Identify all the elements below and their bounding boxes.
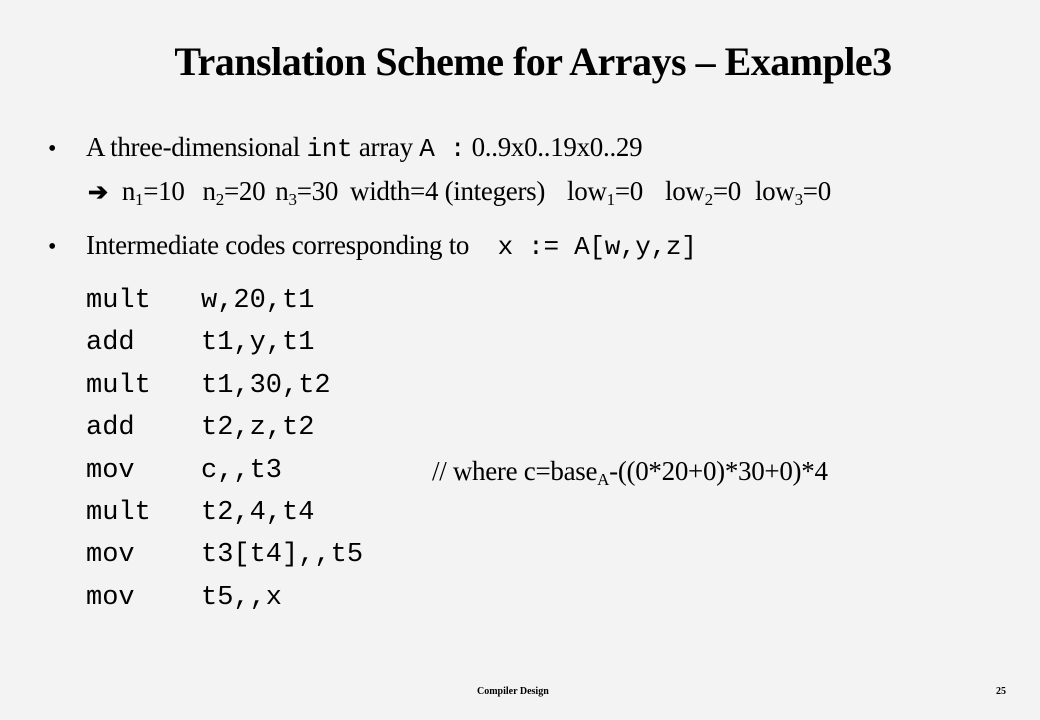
bullet-dot-icon: • [48, 234, 57, 260]
code-line: mov t5,,x [86, 582, 283, 613]
bullet-array-declaration [48, 132, 642, 164]
code-line: mov c,,t3 // where c=base$_A$-((0*20+0)*30+0)*4 [86, 455, 828, 489]
bullet2-text: Intermediate codes corresponding to [86, 230, 470, 260]
param-n2: $n_2=20$ [202, 176, 266, 209]
param-low3: low$_3$=0 [754, 176, 831, 209]
bullet2-code: x := A[w,y,z] [497, 232, 697, 262]
array-parameters [88, 176, 831, 207]
bullet1-code-decl: A : [419, 134, 466, 164]
footer-page-number: 25 [996, 686, 1006, 697]
param-n3: $n_3=30$ [275, 176, 339, 209]
param-low1: low$_1$=0 [567, 176, 643, 209]
code-line: mult t1,30,t2 [86, 370, 331, 401]
bullet-intermediate-codes [48, 230, 697, 262]
code-line: mov t3[t4],,t5 [86, 540, 364, 571]
param-n1: $n_1=10$ [121, 176, 185, 209]
footer-course: Compiler Design [477, 686, 549, 697]
bullet1-text-a: A three-dimensional [86, 132, 300, 162]
code-comment: // where c=base$_A$-((0*20+0)*30+0)*4 [432, 455, 828, 489]
bullet1-code-int: int [306, 134, 353, 164]
code-line: mult t2,4,t4 [86, 497, 315, 528]
bullet-dot-icon: • [48, 136, 57, 162]
bullet1-text-b: array [358, 132, 413, 162]
param-low2: low$_2$=0 [665, 176, 741, 209]
code-line: add t1,y,t1 [86, 328, 315, 359]
code-block [86, 286, 828, 625]
slide-title: Translation Scheme for Arrays – Example3 [174, 39, 892, 84]
right-arrow-icon: ➔ [88, 180, 108, 206]
code-line: mult w,20,t1 [86, 286, 315, 316]
bullet1-text-c: 0..9x0..19x0..29 [471, 132, 643, 162]
param-width: width=4 (integers) [350, 176, 546, 206]
code-line: add t2,z,t2 [86, 413, 315, 444]
